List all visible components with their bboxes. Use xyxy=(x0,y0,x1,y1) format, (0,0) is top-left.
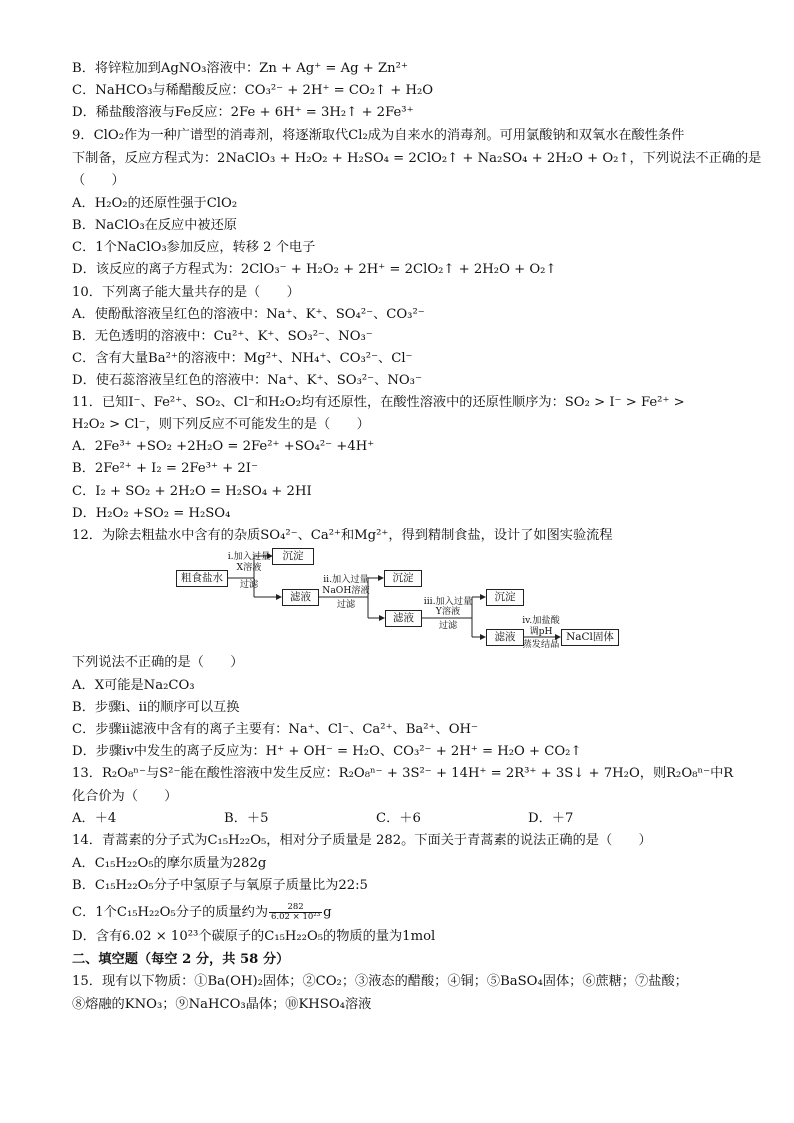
q9-option-a: A．H₂O₂的还原性强于ClO₂ xyxy=(72,196,238,211)
q11-option-d: D．H₂O₂ +SO₂ = H₂SO₄ xyxy=(72,506,231,521)
q10-option-c: C．含有大量Ba²⁺的溶液中：Mg²⁺、NH₄⁺、CO₃²⁻、Cl⁻ xyxy=(72,351,413,366)
q15-stem-line1: 15．现有以下物质：①Ba(OH)₂固体；②CO₂；③液态的醋酸；④铜；⑤BaSO₄固体；⑥蔗糖；⑦盐酸； xyxy=(72,974,688,989)
q11-option-b: B．2Fe²⁺ + I₂ = 2Fe³⁺ + 2I⁻ xyxy=(72,461,258,476)
q11-option-c: C．I₂ + SO₂ + 2H₂O = H₂SO₄ + 2HI xyxy=(72,484,312,499)
q9-stem-line1: 9．ClO₂作为一种广谱型的消毒剂，将逐渐取代Cl₂成为自来水的消毒剂。可用氯酸钠和双氧水在酸性条件 xyxy=(72,128,685,143)
q13-option-a: A．＋4 xyxy=(72,811,117,826)
q12-option-a: A．X可能是Na₂CO₃ xyxy=(72,678,195,693)
step3-label-line1: iii.加入过量 xyxy=(423,596,473,607)
step2-label-line1: ii.加入过量 xyxy=(323,574,369,585)
step4-label-line3: 蒸发结晶 xyxy=(522,639,560,650)
q9-option-b: B．NaClO₃在反应中被还原 xyxy=(72,218,237,233)
q8-option-d: D．稀盐酸溶液与Fe反应：2Fe + 6H⁺ = 3H₂↑ + 2Fe³⁺ xyxy=(72,105,414,120)
step4-label-line1: iv.加盐酸 xyxy=(522,615,560,626)
filtrate-box-1: 滤液 xyxy=(282,589,319,606)
fraction-denominator: 6.02 × 10²³ xyxy=(271,912,321,922)
q8-option-c: C．NaHCO₃与稀醋酸反应：CO₃²⁻ + 2H⁺ = CO₂↑ + H₂O xyxy=(72,83,434,98)
q13-stem-line2: 化合价为（ ） xyxy=(72,789,178,804)
q10-option-b: B．无色透明的溶液中：Cu²⁺、K⁺、SO₃²⁻、NO₃⁻ xyxy=(72,329,373,344)
crude-brine-box: 粗食盐水 xyxy=(176,570,228,587)
filtrate-box-3: 滤液 xyxy=(486,629,524,646)
q9-stem-line2: 下制备，反应方程式为：2NaClO₃ + H₂O₂ + H₂SO₄ = 2ClO₂↑ + Na₂SO₄ + 2H₂O + O₂↑，下列说法不正确的是 xyxy=(72,151,762,166)
q14-option-c xyxy=(72,903,332,922)
fraction-numerator: 282 xyxy=(269,903,322,913)
q13-option-c: C．＋6 xyxy=(376,811,421,826)
section-2-heading: 二、填空题（每空 2 分，共 58 分） xyxy=(72,952,290,967)
q14-option-b: B．C₁₅H₂₂O₅分子中氢原子与氧原子质量比为22:5 xyxy=(72,878,368,893)
q13-option-d: D．＋7 xyxy=(528,811,574,826)
step3-label-line3: 过滤 xyxy=(438,620,458,631)
q13-option-b: B．＋5 xyxy=(224,811,269,826)
precipitate-box-2: 沉淀 xyxy=(384,570,422,587)
q11-stem-line1: 11．已知I⁻、Fe²⁺、SO₂、Cl⁻和H₂O₂均有还原性，在酸性溶液中的还原性顺序为：SO₂ > I⁻ > Fe²⁺ > xyxy=(72,395,685,410)
q8-option-b: B．将锌粒加到AgNO₃溶液中：Zn + Ag⁺ = Ag + Zn²⁺ xyxy=(72,61,408,76)
q11-stem-line2: H₂O₂ > Cl⁻，则下列反应不可能发生的是（ ） xyxy=(72,417,370,432)
q10-option-d: D．使石蕊溶液呈红色的溶液中：Na⁺、K⁺、SO₃²⁻、NO₃⁻ xyxy=(72,373,422,388)
step1-label-line3: 过滤 xyxy=(239,579,259,590)
step2-label-line2: NaOH溶液 xyxy=(322,585,370,596)
q12-option-d: D．步骤ⅳ中发生的离子反应为：H⁺ + OH⁻ = H₂O、CO₃²⁻ + 2H⁺ = H₂O + CO₂↑ xyxy=(72,744,582,759)
q12-option-c: C．步骤ⅱ滤液中含有的离子主要有：Na⁺、Cl⁻、Ca²⁺、Ba²⁺、OH⁻ xyxy=(72,722,478,737)
q12-prompt: 下列说法不正确的是（ ） xyxy=(72,655,244,670)
q11-option-a: A．2Fe³⁺ +SO₂ +2H₂O = 2Fe²⁺ +SO₄²⁻ +4H⁺ xyxy=(72,439,375,454)
q14-option-d: D．含有6.02 × 10²³个碳原子的C₁₅H₂₂O₅的物质的量为1mol xyxy=(72,929,436,944)
q14-option-c-unit: g xyxy=(323,905,332,920)
q15-stem-line2: ⑧熔融的KNO₃；⑨NaHCO₃晶体；⑩KHSO₄溶液 xyxy=(72,997,372,1012)
q13-stem-line1: 13．R₂O₈ⁿ⁻与S²⁻能在酸性溶液中发生反应：R₂O₈ⁿ⁻ + 3S²⁻ + 14H⁺ = 2R³⁺ + 3S↓ + 7H₂O，则R₂O₈ⁿ⁻中R xyxy=(72,766,734,781)
step1-label-line2: X溶液 xyxy=(236,562,262,573)
nacl-solid-box: NaCl固体 xyxy=(561,629,619,646)
q9-answer-blank: （ ） xyxy=(72,173,125,188)
q9-option-c: C．1个NaClO₃参加反应，转移 2 个电子 xyxy=(72,240,316,255)
step1-label-line1: i.加入过量 xyxy=(227,551,271,562)
filtrate-box-2: 滤液 xyxy=(385,610,422,627)
q12-stem: 12．为除去粗盐水中含有的杂质SO₄²⁻、Ca²⁺和Mg²⁺，得到精制食盐，设计了如图实验流程 xyxy=(72,528,613,543)
q12-option-b: B．步骤ⅰ、ⅱ的顺序可以互换 xyxy=(72,700,240,715)
q9-option-d: D．该反应的离子方程式为：2ClO₃⁻ + H₂O₂ + 2H⁺ = 2ClO₂↑ + 2H₂O + O₂↑ xyxy=(72,262,557,277)
precipitate-box-1: 沉淀 xyxy=(272,548,314,565)
q10-option-a: A．使酚酞溶液呈红色的溶液中：Na⁺、K⁺、SO₄²⁻、CO₃²⁻ xyxy=(72,307,425,322)
q10-stem: 10．下列离子能大量共存的是（ ） xyxy=(72,285,300,300)
q14-stem: 14．青蒿素的分子式为C₁₅H₂₂O₅，相对分子质量是 282。下面关于青蒿素的说法正确的是（ ） xyxy=(72,833,652,848)
step2-label-line3: 过滤 xyxy=(336,599,356,610)
q14-option-c-text: C．1个C₁₅H₂₂O₅分子的质量约为 xyxy=(72,905,269,920)
step3-label-line2: Y溶液 xyxy=(435,606,461,617)
step4-label-line2: 调pH xyxy=(529,626,553,637)
precipitate-box-3: 沉淀 xyxy=(486,589,524,606)
q14-option-a: A．C₁₅H₂₂O₅的摩尔质量为282g xyxy=(72,856,267,871)
q14-mass-fraction xyxy=(269,903,322,922)
